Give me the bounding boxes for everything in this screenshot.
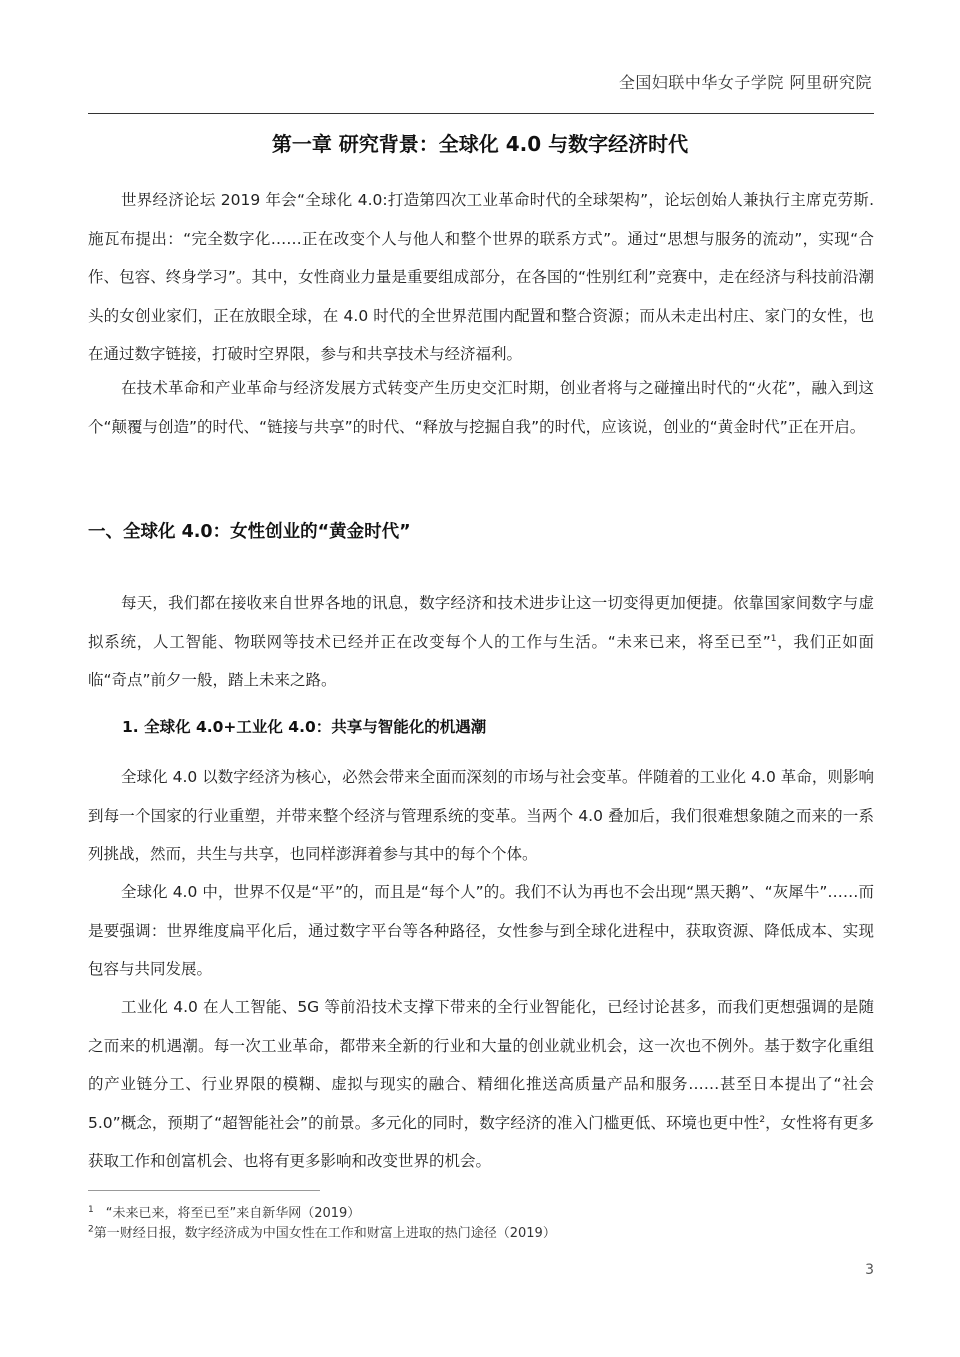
section-paragraph-1-tail: ，我们正如面临“奇点”前夕一般，踏上未来之路。 [88, 632, 874, 689]
footnote-2-text: 第一财经日报，数字经济成为中国女性在工作和财富上进取的热门途径（2019） [93, 1226, 556, 1241]
section-paragraph-1 [88, 584, 874, 700]
sub-heading: 1. 全球化 4.0+工业化 4.0：共享与智能化的机遇潮 [122, 718, 487, 736]
intro-paragraph-1: 世界经济论坛 2019 年会“全球化 4.0:打造第四次工业革命时代的全球架构”，论坛创始人兼执行主席克劳斯.施瓦布提出：“完全数字化……正在改变个人与他人和整个世界的联系方式”。通过“思想与服务的流动”，实现“合作、包容、终身学习”。其中，女性商业力量是重要组成部分，在各国的“性别红利”竞赛中，走在经济与科技前沿潮头的女创业家们，正在放眼全球，在 4.0 时代的全世界范围内配置和整合资源；而从未走出村庄、家门的女性，也在通过数字链接，打破时空界限，参与和共享技术与经济福利。 [88, 191, 874, 363]
sub-paragraph-3-text: 工业化 4.0 在人工智能、5G 等前沿技术支撑下带来的全行业智能化，已经讨论甚多，而我们更想强调的是随之而来的机遇潮。每一次工业革命，都带来全新的行业和大量的创业就业机会，这一次也不例外。基于数字化重组的产业链分工、行业界限的模糊、虚拟与现实的融合、精细化推送高质量产品和服务……甚至日本提出了“社会 5.0”概念，预期了“超智能社会”的前景。多元化的同时，数字经济的准入门槛更低、环境也更中性 [88, 998, 874, 1132]
header-divider [88, 113, 874, 114]
footnote-1-number: 1 [88, 1204, 94, 1215]
sub-paragraph-2: 全球化 4.0 中，世界不仅是“平”的，而且是“每个人”的。我们不认为再也不会出现“黑天鹅”、“灰犀牛”……而是要强调：世界维度扁平化后，通过数字平台等各种路径，女性参与到全球化进程中，获取资源、降低成本、实现包容与共同发展。 [88, 883, 874, 978]
section-heading: 一、全球化 4.0：女性创业的“黄金时代” [88, 522, 411, 542]
footnote-2-number: 2 [88, 1224, 94, 1235]
footnote-1 [88, 1202, 360, 1221]
footnote-2 [88, 1222, 556, 1241]
section-paragraph-1-text: 每天，我们都在接收来自世界各地的讯息，数字经济和技术进步让这一切变得更加便捷。依靠国家间数字与虚拟系统，人工智能、物联网等技术已经并正在改变每个人的工作与生活。“未来已来，将至已至” [88, 594, 874, 651]
intro-paragraph-2: 在技术革命和产业革命与经济发展方式转变产生历史交汇时期，创业者将与之碰撞出时代的“火花”，融入到这个“颠覆与创造”的时代、“链接与共享”的时代、“释放与挖掘自我”的时代，应该说，创业的“黄金时代”正在开启。 [88, 379, 874, 436]
sub-paragraph-3-tail: ，女性将有更多获取工作和创富机会、也将有更多影响和改变世界的机会。 [88, 1113, 874, 1170]
footnote-divider [88, 1190, 320, 1191]
sub-paragraph-1: 全球化 4.0 以数字经济为核心，必然会带来全面而深刻的市场与社会变革。伴随着的工业化 4.0 革命，则影响到每一个国家的行业重塑，并带来整个经济与管理系统的变革。当两个 4.0 叠加后，我们很难想象随之而来的一系列挑战，然而，共生与共享，也同样澎湃着参与其中的每个个体。 [88, 768, 874, 863]
sub-paragraph-3 [88, 988, 874, 1181]
chapter-title: 第一章 研究背景：全球化 4.0 与数字经济时代 [271, 132, 689, 156]
footnote-ref-1[interactable]: 1 [770, 633, 777, 644]
footnote-1-text: “未来已来，将至已至”来自新华网（2019） [105, 1206, 361, 1221]
page-number: 3 [865, 1262, 874, 1278]
footnote-ref-2[interactable]: 2 [759, 1114, 766, 1125]
header-org-text: 全国妇联中华女子学院 阿里研究院 [618, 73, 872, 92]
